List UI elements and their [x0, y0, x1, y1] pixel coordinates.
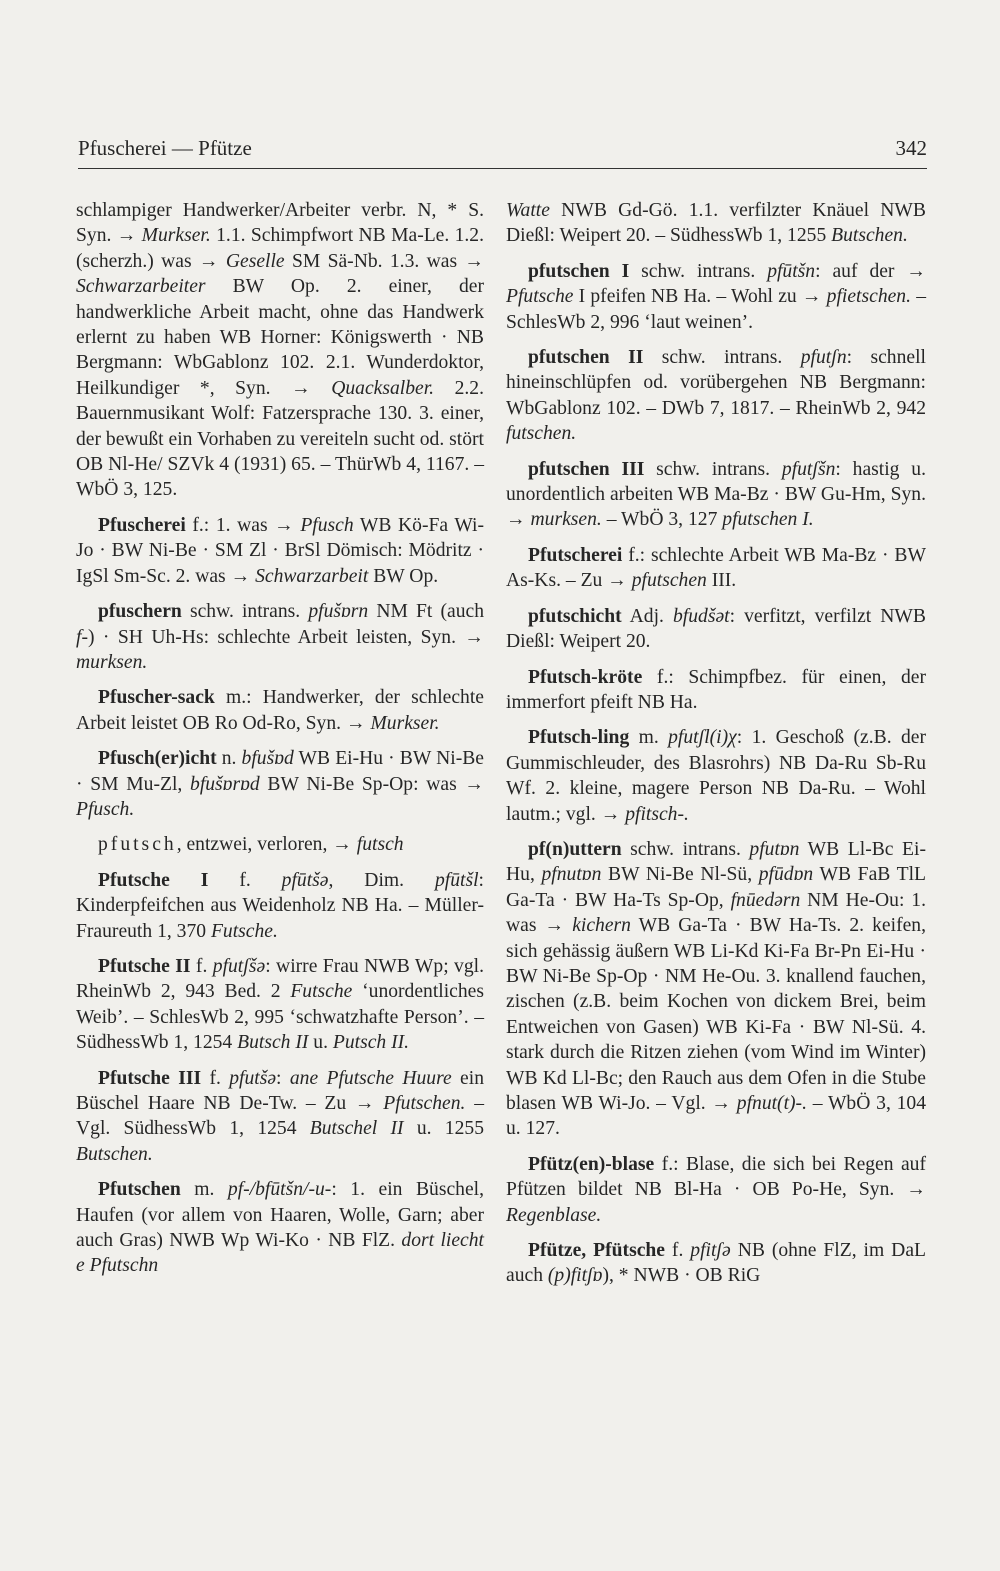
- headword: Pfutsche II: [98, 955, 191, 977]
- italic-text: Murkser.: [370, 712, 440, 734]
- entry-text: ), * NWB · OB RiG: [602, 1265, 761, 1287]
- dictionary-entry: [76, 1177, 484, 1279]
- italic-text: dort liecht e Pfutschn: [76, 1230, 484, 1277]
- entry-text: m.: Handwerker, der schlechte Arbeit leistet OB Ro Od-Ro, Syn. →: [76, 687, 484, 734]
- page-number: 342: [895, 136, 927, 160]
- italic-text: pfnut(t)-.: [736, 1093, 807, 1114]
- headword: pfutschicht: [528, 605, 622, 627]
- italic-text: pfnutɒn: [541, 864, 602, 886]
- dictionary-entry: [76, 954, 484, 1056]
- dictionary-entry: [76, 513, 484, 589]
- italic-text: pfutʃšə: [212, 955, 266, 977]
- entry-text: WB Ll-Bc Ei-Hu,: [506, 838, 926, 886]
- entry-text: ) · SH Uh-Hs: schlechte Arbeit leisten, Syn. →: [87, 626, 484, 648]
- dictionary-entry: [506, 543, 926, 594]
- entry-text: ein Büschel Haare NB De-Tw. – Zu →: [76, 1067, 484, 1114]
- entry-text: : verfitzt, verfilzt NWB Dießl: Weipert 20.: [506, 605, 926, 653]
- dictionary-entry: [76, 685, 484, 736]
- dictionary-entry: [506, 345, 926, 447]
- italic-text: Butschel II: [309, 1118, 404, 1140]
- italic-text: Watte: [506, 200, 550, 221]
- italic-text: Schwarzarbeit: [255, 565, 369, 587]
- italic-text: pfutʃšn: [781, 458, 836, 480]
- entry-text: I pfeifen NB Ha. – Wohl zu →: [573, 286, 827, 308]
- entry-text: f.: 1. was →: [185, 514, 301, 536]
- entry-text: : Kinderpfeifchen aus Weidenholz NB Ha. – Müller-Fraureuth 1, 370: [76, 869, 484, 942]
- header-title: Pfuscherei — Pfütze: [78, 136, 252, 160]
- italic-text: murksen.: [530, 509, 602, 531]
- entry-text: schw. intrans.: [629, 260, 768, 282]
- italic-text: pf-/bfūtšn/-u-: [227, 1179, 332, 1201]
- entry-text: m.: [180, 1179, 228, 1201]
- entry-text: m.: [629, 727, 669, 749]
- italic-text: bfušɒd: [241, 748, 294, 770]
- entry-text: n.: [216, 748, 242, 770]
- entry-text: : auf der →: [815, 260, 926, 282]
- entry-text: schw. intrans.: [644, 458, 782, 480]
- entry-text: ‘unordentliches Weib’. – SchlesWb 2, 995 ‘schwatzhafte Person’. – SüdhessWb 1, 1254: [76, 981, 484, 1054]
- italic-text: Futsche: [290, 981, 353, 1003]
- italic-text: pfutschen I.: [722, 509, 814, 531]
- entry-text: NWB Gd-Gö. 1.1. verfilzter Knäuel NWB Dießl: Weipert 20. – SüdhessWb 1, 1255: [506, 200, 926, 247]
- entry-text: – SchlesWb 2, 996 ‘laut weinen’.: [506, 286, 927, 333]
- headword: Pfütze, Pfütsche: [528, 1240, 665, 1262]
- entry-text: NM Ft (auch: [368, 601, 484, 623]
- italic-text: pfūtšə: [281, 869, 329, 891]
- italic-text: Butschen.: [831, 225, 908, 247]
- dictionary-entry: [76, 868, 484, 944]
- dictionary-entry: [76, 832, 484, 857]
- italic-text: pfitsch-.: [625, 803, 689, 825]
- headword: Pfutscherei: [528, 544, 623, 566]
- entry-text: WB Ei-Hu · BW Ni-Be · SM Mu-Zl,: [76, 748, 485, 795]
- entry-text: f.: [190, 955, 213, 977]
- italic-text: kichern: [572, 915, 631, 937]
- dictionary-entry: [506, 665, 926, 716]
- italic-text: bfudšət: [672, 605, 730, 627]
- entry-text: – WbÖ 3, 104 u. 127.: [506, 1093, 926, 1140]
- headword: Pfuscherei: [98, 514, 186, 536]
- entry-text: :: [276, 1067, 290, 1089]
- entry-text: schw. intrans.: [181, 601, 309, 623]
- entry-text: III.: [706, 570, 737, 592]
- italic-text: Putsch II.: [332, 1032, 410, 1054]
- italic-text: bfušɒrɒd: [190, 773, 260, 795]
- italic-text: pfutschen: [631, 570, 707, 592]
- headword: Pfutsch-kröte: [528, 666, 643, 688]
- entry-text: schw. intrans.: [643, 347, 801, 369]
- italic-text: Pfutsche: [506, 286, 574, 308]
- entry-text: f.: Schimpfbez. für einen, der immerfort pfeift NB Ha.: [506, 666, 926, 713]
- headword: Pfutsche III: [98, 1067, 202, 1089]
- entry-text: SM Sä-Nb. 1.3. was →: [284, 250, 484, 272]
- entry-text: Adj.: [621, 605, 673, 627]
- dictionary-entry: [76, 198, 484, 503]
- italic-text: Pfusch.: [76, 798, 135, 820]
- headword: pfutschen II: [528, 347, 644, 369]
- italic-text: Quacksalber.: [331, 377, 435, 399]
- italic-text: f-: [76, 626, 88, 648]
- right-column: [506, 198, 926, 1299]
- italic-text: Pfusch: [300, 514, 354, 536]
- dictionary-entry: [76, 599, 484, 675]
- entry-text: BW Op.: [368, 565, 439, 587]
- italic-text: pfūtšl: [434, 869, 479, 891]
- entry-text: – Vgl. SüdhessWb 1, 1254: [76, 1093, 484, 1140]
- italic-text: Butschen.: [76, 1143, 153, 1165]
- headword: Pfusch(er)icht: [98, 748, 217, 770]
- headword: pfutschen III: [528, 458, 645, 480]
- entry-text: schw. intrans.: [621, 838, 750, 860]
- entry-text: : 1. Geschoß (z.B. der Gummischleuder, des Blasrohrs) NB Da-Ru Sb-Ru Wf. 2. kleine, magere Person NB Da-Ru. – Wohl lautm.; vgl. →: [506, 727, 926, 825]
- dictionary-entry: [506, 457, 926, 533]
- italic-text: pfūtšn: [767, 260, 816, 282]
- entry-text: BW Op. 2. einer, der handwerkliche Arbeit macht, ohne das Handwerk erlernt zu haben WB Horner: Königswerth · NB Bergmann: WbGablonz 102. 2.1. Wunderdoktor, Heilkundiger *, Syn. →: [76, 276, 484, 399]
- spaced-headword: pfutsch: [98, 834, 177, 856]
- dictionary-entry: [76, 1066, 484, 1168]
- entry-text: , Dim.: [328, 869, 435, 891]
- entry-text: f.: [208, 869, 282, 891]
- left-column: [76, 198, 484, 1289]
- entry-text: NB (ohne FlZ, im DaL auch: [506, 1240, 926, 1287]
- italic-text: pfutɒn: [749, 838, 800, 860]
- headword: Pfutschen: [98, 1179, 181, 1201]
- entry-text: BW Ni-Be Nl-Sü,: [601, 864, 759, 886]
- italic-text: pfutʃn: [800, 347, 847, 369]
- italic-text: pfutšə: [229, 1067, 277, 1089]
- entry-text: f.: [201, 1067, 230, 1089]
- dictionary-entry: [76, 746, 484, 822]
- entry-text: WB Kö-Fa Wi-Jo · BW Ni-Be · SM Zl · BrSl Dömisch: Mödritz · IgSl Sm-Sc. 2. was →: [76, 514, 484, 587]
- dictionary-entry: [506, 198, 926, 249]
- entry-text: 2.2. Bauernmusikant Wolf: Fatzersprache 130. 3. einer, der bewußt ein Vorhaben zu vereiteln sucht od. stört OB Nl-He/ SZVk 4 (1931) 65. – ThürWb 4, 1167. – WbÖ 3, 125.: [76, 377, 485, 501]
- headword: pfutschen I: [528, 260, 630, 282]
- entry-text: WB Ga-Ta · BW Ha-Ts. 2. keifen, sich gehässig äußern WB Li-Kd Ki-Fa Br-Pn Ei-Hu · BW Ni-Be Sp-Op · NM He-Ou. 3. knallend fauchen, zischen (z.B. beim Kochen von dickem Brei, beim Entweichen von Gasen) WB Ki-Fa · BW Nl-Sü. 4. stark durch die Ritzen ziehen (vom Wind im Winter) WB Kd Ll-Bc; den Rauch aus dem Ofen in die Stube blasen WB Wi-Jo. – Vgl. →: [506, 915, 926, 1114]
- dictionary-entry: [506, 1238, 926, 1289]
- italic-text: Butsch II: [237, 1032, 309, 1054]
- italic-text: Geselle: [225, 250, 285, 272]
- dictionary-entry: [506, 259, 926, 335]
- dictionary-entry: [506, 725, 926, 827]
- italic-text: Futsche.: [210, 920, 278, 942]
- entry-text: u.: [308, 1032, 333, 1054]
- italic-text: Pfutschen.: [383, 1093, 466, 1114]
- entry-text: WB FaB TlL Ga-Ta · BW Ha-Ts Sp-Op,: [506, 864, 927, 911]
- entry-text: u. 1255: [403, 1118, 484, 1140]
- dictionary-entry: [506, 604, 926, 655]
- headword: Pfuscher-sack: [98, 687, 215, 709]
- headword: pfuschern: [98, 601, 182, 623]
- entry-text: : hastig u. unordentlich arbeiten WB Ma-Bz · BW Gu-Hm, Syn. →: [506, 458, 926, 531]
- entry-text: f.: schlechte Arbeit WB Ma-Bz · BW As-Ks. – Zu →: [506, 544, 926, 592]
- dictionary-entry: [506, 1152, 926, 1228]
- entry-text: : 1. ein Büschel, Haufen (vor allem von Haaren, Wolle, Garn; aber auch Gras) NWB Wp Wi-Ko · NB FlZ.: [76, 1179, 484, 1252]
- italic-text: pfutʃl(i)χ: [668, 727, 737, 749]
- headword: Pfütz(en)-blase: [528, 1153, 655, 1175]
- italic-text: pfūdɒn: [758, 864, 814, 886]
- headword: Pfutsche I: [98, 869, 209, 891]
- entry-text: BW Ni-Be Sp-Op: was →: [259, 773, 484, 795]
- italic-text: pfušɒrn: [308, 601, 369, 623]
- italic-text: (p)fitʃɒ: [547, 1265, 603, 1287]
- entry-text: : wirre Frau NWB Wp; vgl. RheinWb 2, 943 Bed. 2: [76, 955, 484, 1003]
- italic-text: Murkser.: [141, 225, 211, 247]
- running-header: [78, 136, 927, 169]
- entry-text: 1.1. Schimpfwort NB Ma-Le. 1.2. (scherzh.) was →: [76, 225, 485, 272]
- entry-text: schlampiger Handwerker/Arbeiter verbr. N, * S. Syn. →: [76, 200, 484, 247]
- italic-text: futsch: [356, 834, 404, 856]
- headword: Pfutsch-ling: [528, 727, 630, 749]
- italic-text: ane Pfutsche Huure: [289, 1067, 452, 1089]
- italic-text: pfitʃə: [690, 1240, 731, 1262]
- entry-text: – WbÖ 3, 127: [601, 509, 723, 531]
- entry-text: , entzwei, verloren, →: [176, 834, 357, 856]
- dictionary-entry: [506, 837, 926, 1142]
- entry-text: : schnell hineinschlüpfen od. vorübergehen NB Bergmann: WbGablonz 102. – DWb 7, 1817. – RheinWb 2, 942: [506, 347, 926, 419]
- italic-text: futschen.: [506, 423, 577, 445]
- entry-text: f.: Blase, die sich bei Regen auf Pfützen bildet NB Bl-Ha · OB Po-He, Syn. →: [506, 1153, 926, 1201]
- italic-text: Regenblase.: [506, 1204, 602, 1226]
- italic-text: murksen.: [76, 651, 148, 673]
- italic-text: pfietschen.: [826, 286, 912, 308]
- italic-text: fnūedərn: [730, 889, 801, 911]
- italic-text: Schwarzarbeiter: [76, 276, 206, 298]
- entry-text: f.: [664, 1240, 691, 1262]
- entry-text: NM He-Ou: 1. was →: [506, 889, 926, 937]
- headword: pf(n)uttern: [528, 838, 622, 860]
